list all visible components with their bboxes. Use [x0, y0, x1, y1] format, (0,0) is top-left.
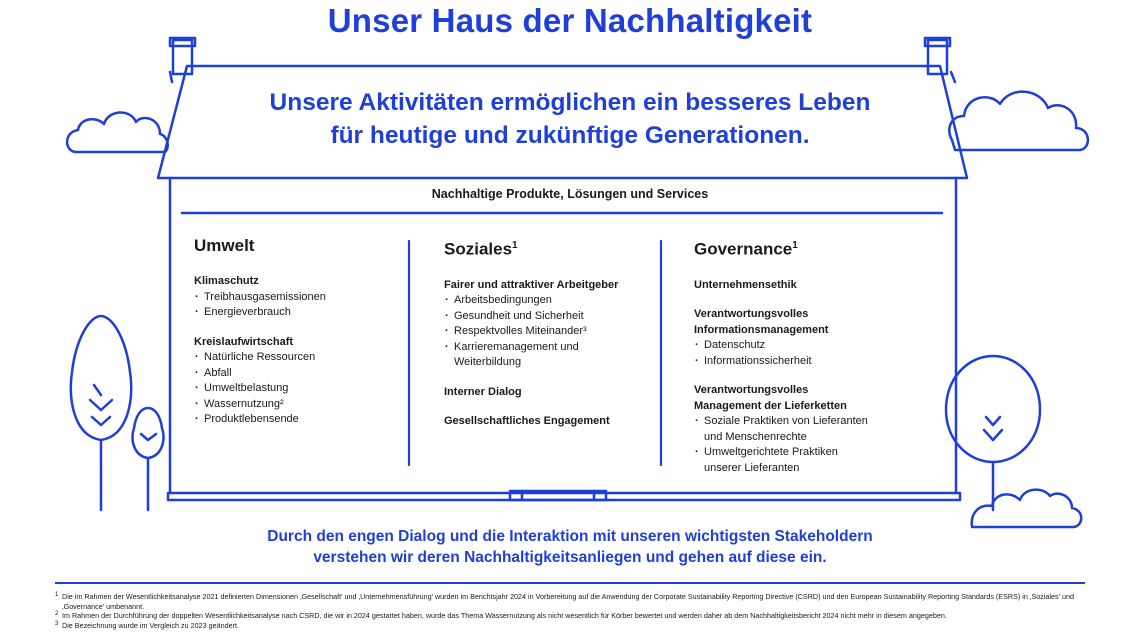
- footnote-ref: 1: [792, 240, 798, 251]
- bottom-line-2: verstehen wir deren Nachhaltigkeitsanliegen und gehen auf diese ein.: [313, 549, 827, 566]
- cloud-left-icon: [67, 112, 168, 152]
- group-title-line-2: Informationsmanagement: [694, 323, 829, 336]
- group-title: Verantwortungsvolles: [694, 384, 809, 397]
- group-title: Gesellschaftliches Engagement: [444, 415, 610, 428]
- group: [194, 274, 424, 321]
- footnote: [55, 592, 1090, 611]
- list-item: · Umweltbelastung: [194, 381, 424, 397]
- list-item: · Gesundheit und Sicherheit: [444, 309, 674, 325]
- list-item: · Energieverbrauch: [194, 305, 424, 321]
- cloud-right-top-icon: [949, 92, 1088, 150]
- list-item: · Soziale Praktiken von Lieferanten: [694, 414, 939, 430]
- footnote-ref: 1: [512, 240, 518, 251]
- list-item: · Treibhausgasemissionen: [194, 290, 424, 306]
- group: [694, 307, 939, 369]
- column-governance: [694, 236, 939, 490]
- footnote: [55, 621, 1090, 631]
- list-item: · Informationssicherheit: [694, 354, 939, 370]
- column-umwelt: [194, 236, 424, 442]
- page-title: Unser Haus der Nachhaltigkeit: [327, 2, 813, 39]
- list-item: · Produktlebensende: [194, 412, 424, 428]
- group: [694, 278, 939, 294]
- list-item: · Arbeitsbedingungen: [444, 293, 674, 309]
- group-title: Unternehmensethik: [694, 278, 797, 291]
- footnotes: [55, 592, 1090, 630]
- group-title: Kreislaufwirtschaft: [194, 335, 294, 348]
- group-title: Klimaschutz: [194, 275, 259, 287]
- column-heading: Umwelt: [194, 236, 255, 255]
- column-soziales: [444, 236, 674, 444]
- group-title: Verantwortungsvolles: [694, 308, 809, 321]
- stakeholder-statement: [150, 526, 990, 568]
- roof-statement: [190, 86, 950, 152]
- list-item: · Datenschutz: [694, 338, 939, 354]
- list-item: Weiterbildung: [454, 356, 522, 369]
- roof-line-2: für heutige und zukünftige Generationen.: [330, 122, 810, 149]
- tree-right-icon: [946, 356, 1040, 510]
- footnote-number: 3: [55, 620, 59, 627]
- footnote-divider: [55, 582, 1085, 584]
- cloud-right-bottom-icon: [972, 490, 1082, 527]
- tree-left-icon: [71, 316, 131, 510]
- list-item: · Umweltgerichtete Praktiken: [694, 445, 939, 461]
- roof-line-1: Unsere Aktivitäten ermöglichen ein besseres Leben: [269, 89, 871, 116]
- list-item: · Karrieremanagement und: [444, 340, 674, 356]
- group: [444, 385, 674, 401]
- footnote-text: Im Rahmen der Durchführung der doppelten Wesentlichkeitsanalyse nach CSRD, die wir in 2024 gestartet haben, wurde das Thema Wassernutzung als nicht wesentlich für Körber bewertet und werden daher ab dem Nachhaltigkeitsbericht 2024 nicht mehr in diesem angegeben.: [62, 611, 947, 620]
- footnote: [55, 611, 1090, 621]
- group: [694, 383, 939, 476]
- group: [444, 278, 674, 371]
- column-heading: Governance$^1$: [694, 239, 798, 259]
- group: [194, 335, 424, 428]
- list-item: · Abfall: [194, 366, 424, 382]
- list-item: unserer Lieferanten: [704, 461, 800, 474]
- group-title: Interner Dialog: [444, 385, 522, 398]
- column-heading: Soziales$^1$: [444, 239, 518, 259]
- footnote-number: 2: [55, 611, 59, 617]
- list-item: und Menschenrechte: [704, 430, 807, 443]
- list-item: · Natürliche Ressourcen: [194, 350, 424, 366]
- group: [444, 414, 674, 430]
- list-item: · Respektvolles Miteinander³: [444, 324, 674, 340]
- group-title: Fairer und attraktiver Arbeitgeber: [444, 278, 619, 291]
- group-title-line-2: Management der Lieferketten: [694, 399, 847, 412]
- bottom-line-1: Durch den engen Dialog und die Interaktion mit unseren wichtigsten Stakeholdern: [267, 528, 873, 545]
- list-item: · Wassernutzung²: [194, 397, 424, 413]
- products-band: Nachhaltige Produkte, Lösungen und Services: [431, 187, 709, 201]
- footnote-text: Die im Rahmen der Wesentlichkeitsanalyse 2021 definierten Dimensionen ‚Gesellschaft' und ‚Unternehmensführung' wurden im Berichtsjahr 2024 in Vorbereitung auf die Anwendung der Corporate Sustainability Reporting Directive (CSRD) und den European Sustainability Reporting Standards (ESRS) in ‚Soziales' und ‚Governance' umbenannt.: [62, 592, 1074, 611]
- footnote-number: 1: [55, 592, 59, 598]
- footnote-text: Die Bezeichnung wurde im Vergleich zu 2023 geändert.: [62, 620, 240, 630]
